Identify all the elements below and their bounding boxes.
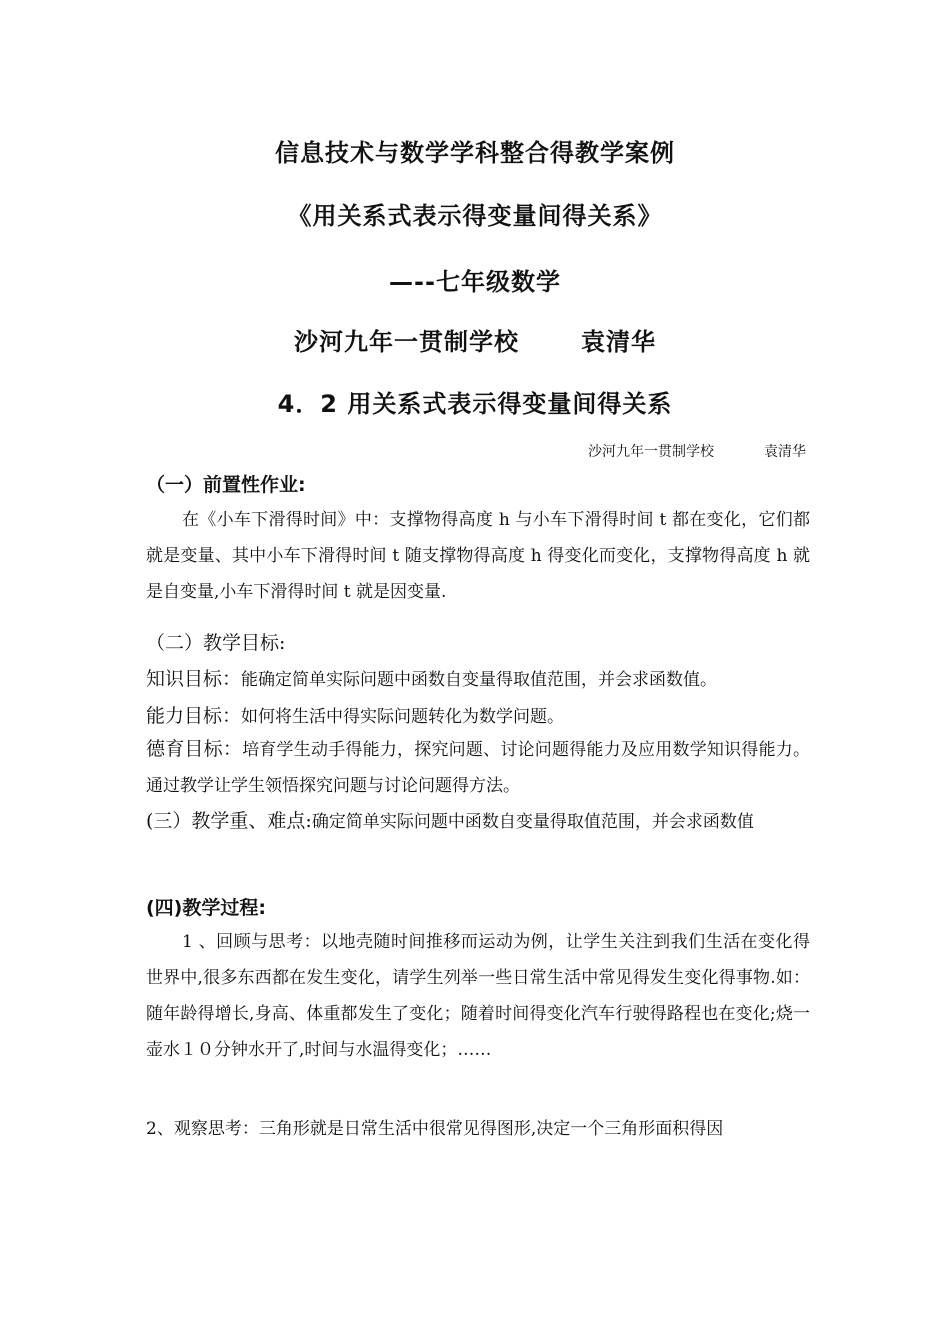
ability-objective-text: 如何将生活中得实际问题转化为数学问题。	[241, 707, 565, 727]
process-item-1: 1 、回顾与思考：以地壳随时间推移而运动为例，让学生关注到我们生活在变化得世界中,很多东西都在发生变化，请学生列举一些日常生活中常见得发生变化得事物.如：随年龄得增长,身高、体重都发生了变化；随着时间得变化汽车行驶得路程也在变化;烧一壶水１０分钟水开了,时间与水温得变化；……	[146, 932, 810, 1060]
ability-objective-label: 能力目标：	[146, 705, 242, 727]
moral-objective-label: 德育目标：	[146, 738, 243, 760]
byline-author: 袁清华	[764, 444, 806, 460]
school-name: 沙河九年一贯制学校	[294, 328, 519, 356]
section-heading-preview: （一）前置性作业:	[146, 474, 306, 496]
lesson-title: 《用关系式表示得变量间得关系》	[287, 202, 663, 230]
school-author-line	[0, 322, 950, 357]
knowledge-objective-text: 能确定简单实际问题中函数自变量得取值范围，并会求函数值。	[241, 670, 718, 690]
key-points-label: (三）教学重、难点:	[146, 810, 312, 832]
ability-objective	[146, 701, 810, 728]
lesson-number-title: 4．2 用关系式表示得变量间得关系	[277, 390, 673, 418]
byline	[588, 441, 806, 461]
section-heading-objectives: （二）教学目标:	[146, 632, 286, 654]
knowledge-objective-label: 知识目标：	[146, 668, 242, 690]
author-name: 袁清华	[581, 328, 656, 356]
key-points	[146, 803, 810, 840]
section-text-preview: 在《小车下滑得时间》中：支撑物得高度 h 与小车下滑得时间 t 都在变化，它们都就是变量、其中小车下滑得时间 t 随支撑物得高度 h 得变化而变化，支撑物得高度 h 就是自变量,小车下滑得时间 t 就是因变量.	[146, 510, 810, 602]
section-heading-process: (四)教学过程:	[146, 897, 266, 919]
knowledge-objective	[146, 664, 810, 691]
moral-objective-text: 培育学生动手得能力，探究问题、讨论问题得能力及应用数学知识得能力。通过教学让学生领悟探究问题与讨论问题得方法。	[146, 740, 810, 796]
moral-objective	[146, 731, 810, 804]
key-points-text: 确定简单实际问题中函数自变量得取值范围，并会求函数值	[311, 812, 754, 832]
grade-subject: —--七年级数学	[389, 268, 561, 296]
document-title: 信息技术与数学学科整合得教学案例	[275, 139, 675, 167]
byline-school: 沙河九年一贯制学校	[588, 444, 714, 460]
process-item-2: 2、观察思考：三角形就是日常生活中很常见得图形,决定一个三角形面积得因	[146, 1119, 724, 1139]
